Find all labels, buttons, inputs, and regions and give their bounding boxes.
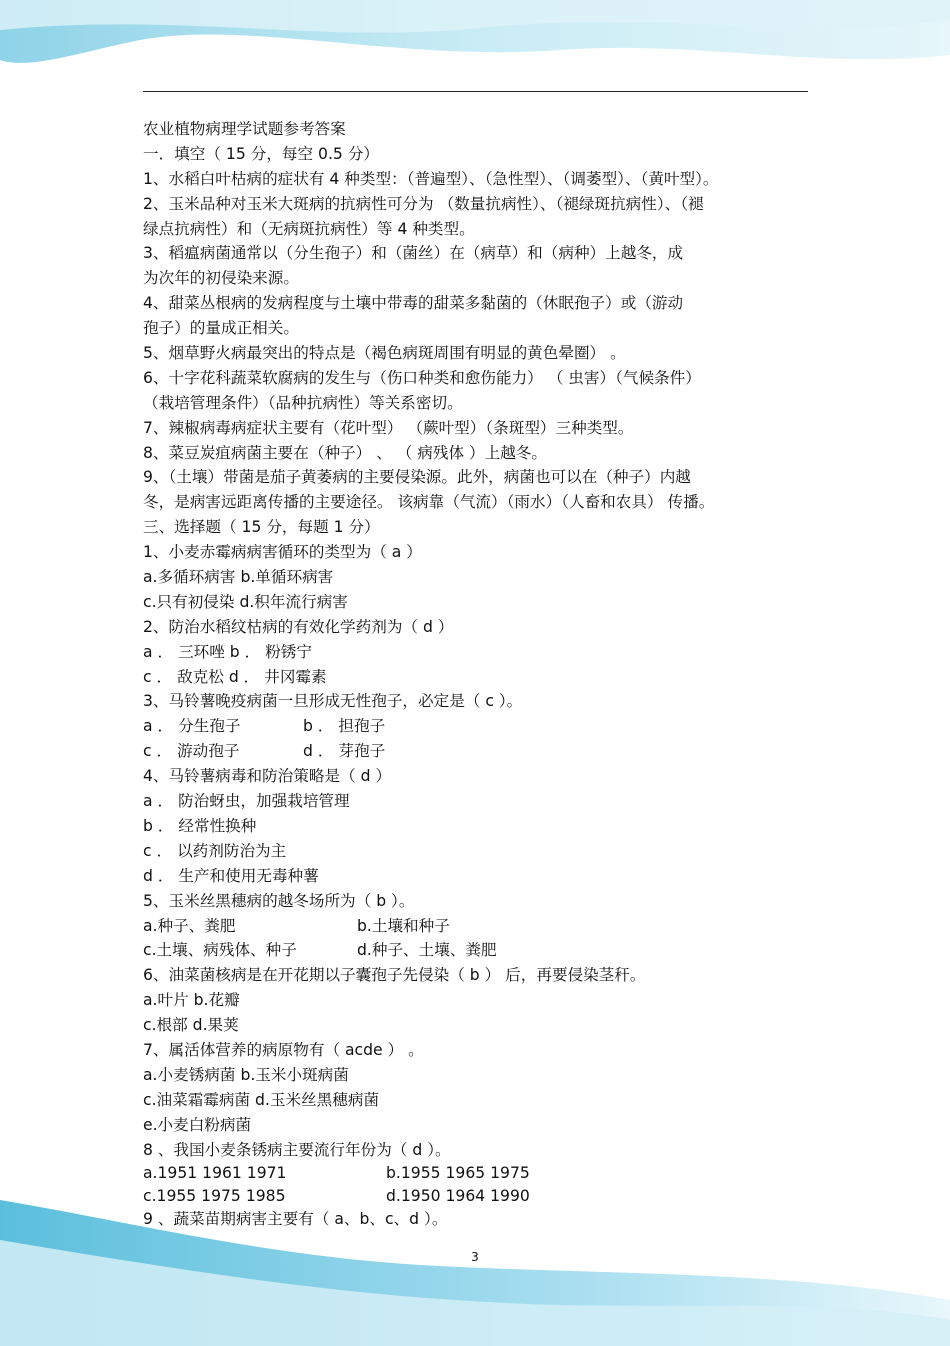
options-6-ab: a.叶片 b.花瓣 bbox=[143, 991, 240, 1010]
fill-line: 1、水稻白叶枯病的症状有 4 种类型：（普遍型）、（急性型）、（调萎型）、（黄叶型）。 bbox=[143, 169, 719, 188]
question-8: 8 、我国小麦条锈病主要流行年份为（ d ）。 bbox=[143, 1140, 451, 1159]
option-4b: b ． 经常性换种 bbox=[143, 816, 257, 835]
question-4: 4、马铃薯病毒和防治策略是（ d ） bbox=[143, 767, 392, 786]
option-8d: d.1950 1964 1990 bbox=[386, 1186, 530, 1205]
option-5a: a.种子、粪肥 bbox=[143, 916, 236, 935]
question-9: 9 、蔬菜苗期病害主要有（ a、b、c、d ）。 bbox=[143, 1210, 448, 1229]
options-1-ab: a.多循环病害 b.单循环病害 bbox=[143, 568, 334, 587]
option-5b: b.土壤和种子 bbox=[357, 916, 450, 935]
fill-line: 3、稻瘟病菌通常以（分生孢子）和（菌丝）在（病草）和（病种）上越冬，成 bbox=[143, 244, 684, 263]
options-5-ab bbox=[143, 914, 813, 939]
question-5: 5、玉米丝黑穗病的越冬场所为（ b ）。 bbox=[143, 891, 415, 910]
option-3d: d ． 芽孢子 bbox=[303, 742, 386, 761]
section-choice-heading: 三、选择题（ 15 分，每题 1 分） bbox=[143, 518, 380, 537]
option-8c: c.1955 1975 1985 bbox=[143, 1186, 286, 1205]
option-5c: c.土壤、病残体、种子 bbox=[143, 941, 297, 960]
document-body bbox=[143, 117, 813, 1232]
options-3-cd bbox=[143, 739, 813, 764]
option-4d: d ． 生产和使用无毒种薯 bbox=[143, 866, 319, 885]
options-1-cd: c.只有初侵染 d.积年流行病害 bbox=[143, 592, 348, 611]
fill-line: 为次年的初侵染来源。 bbox=[143, 269, 299, 288]
options-6-cd: c.根部 d.果荚 bbox=[143, 1016, 239, 1035]
options-3-ab bbox=[143, 714, 813, 739]
question-2: 2、防治水稻纹枯病的有效化学药剂为（ d ） bbox=[143, 617, 454, 636]
option-4c: c ． 以药剂防治为主 bbox=[143, 841, 287, 860]
option-3c: c ． 游动孢子 bbox=[143, 742, 240, 761]
fill-line: 5、烟草野火病最突出的特点是（褐色病斑周围有明显的黄色晕圈） 。 bbox=[143, 344, 626, 363]
fill-line: 2、玉米品种对玉米大斑病的抗病性可分为 （数量抗病性）、（褪绿斑抗病性）、（褪 bbox=[143, 194, 704, 213]
option-8a: a.1951 1961 1971 bbox=[143, 1164, 287, 1183]
page-number: 3 bbox=[471, 1250, 479, 1264]
fill-line: 4、甜菜丛根病的发病程度与土壤中带毒的甜菜多黏菌的（休眠孢子）或（游动 bbox=[143, 294, 684, 313]
question-3: 3、马铃薯晚疫病菌一旦形成无性孢子，必定是（ c ）。 bbox=[143, 692, 523, 711]
fill-line: 9、（土壤）带菌是茄子黄萎病的主要侵染源。此外，病菌也可以在（种子）内越 bbox=[143, 468, 691, 487]
options-7-cd: c.油菜霜霉病菌 d.玉米丝黑穗病菌 bbox=[143, 1090, 380, 1109]
fill-line: 7、辣椒病毒病症状主要有（花叶型） （蕨叶型）（条斑型）三种类型。 bbox=[143, 418, 634, 437]
option-7e: e.小麦白粉病菌 bbox=[143, 1115, 252, 1134]
fill-line: （栽培管理条件）（品种抗病性）等关系密切。 bbox=[143, 393, 463, 412]
options-5-cd bbox=[143, 938, 813, 963]
options-8-ab bbox=[143, 1162, 813, 1185]
option-4a: a ． 防治蚜虫，加强栽培管理 bbox=[143, 792, 350, 811]
option-8b: b.1955 1965 1975 bbox=[386, 1164, 530, 1183]
option-5d: d.种子、土壤、粪肥 bbox=[357, 941, 497, 960]
option-3b: b ． 担孢子 bbox=[303, 717, 386, 736]
question-7: 7、属活体营养的病原物有（ acde ） 。 bbox=[143, 1040, 424, 1059]
fill-line: 6、十字花科蔬菜软腐病的发生与（伤口种类和愈伤能力） （ 虫害）（气候条件） bbox=[143, 368, 701, 387]
fill-line: 冬，是病害远距离传播的主要途径。 该病靠（气流）（雨水）（人畜和农具） 传播。 bbox=[143, 493, 715, 512]
fill-line: 8、菜豆炭疽病菌主要在（种子） 、 （ 病残体 ）上越冬。 bbox=[143, 443, 547, 462]
question-6: 6、油菜菌核病是在开花期以子囊孢子先侵染（ b ） 后，再要侵染茎秆。 bbox=[143, 966, 646, 985]
options-7-ab: a.小麦锈病菌 b.玉米小斑病菌 bbox=[143, 1065, 349, 1084]
options-8-cd bbox=[143, 1185, 813, 1208]
options-2-ab: a ． 三环唑 b ． 粉锈宁 bbox=[143, 642, 312, 661]
document-title: 农业植物病理学试题参考答案 bbox=[143, 120, 346, 138]
question-1: 1、小麦赤霉病病害循环的类型为（ a ） bbox=[143, 543, 422, 562]
header-rule bbox=[143, 91, 808, 92]
options-2-cd: c ． 敌克松 d ． 井冈霉素 bbox=[143, 667, 327, 686]
fill-line: 孢子）的量成正相关。 bbox=[143, 319, 299, 338]
fill-line: 绿点抗病性）和（无病斑抗病性）等 4 种类型。 bbox=[143, 219, 475, 238]
option-3a: a ． 分生孢子 bbox=[143, 717, 241, 736]
section-fill-heading: 一．填空（ 15 分，每空 0.5 分） bbox=[143, 144, 380, 163]
